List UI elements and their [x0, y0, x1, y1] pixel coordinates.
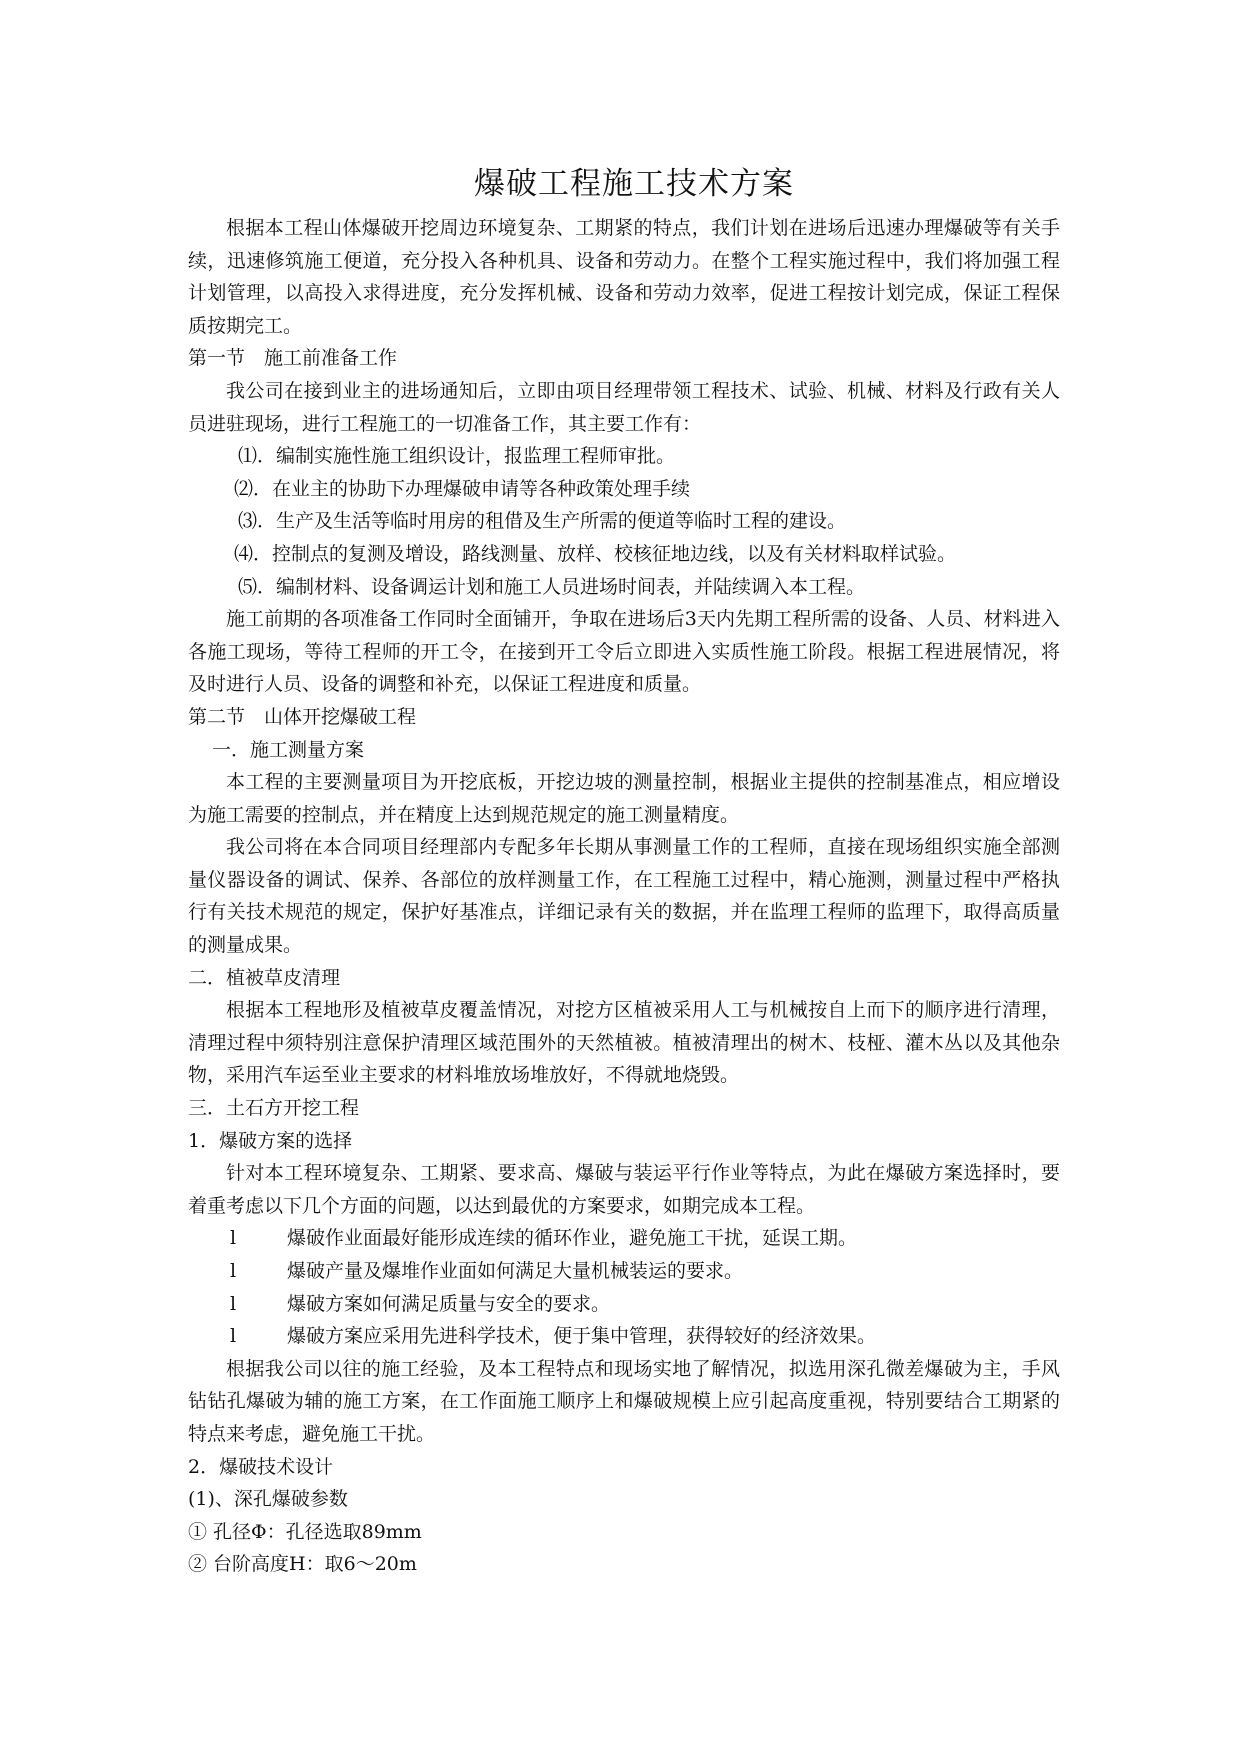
bullet-mark: l	[230, 1325, 237, 1348]
prep-item-4: ⑷．控制点的复测及增设，路线测量、放样、校核征地边线，以及有关材料取样试验。	[234, 542, 957, 565]
section2-heading: 第二节 山体开挖爆破工程	[188, 705, 417, 728]
survey-heading: 一．施工测量方案	[212, 738, 365, 761]
bullet-mark: l	[230, 1292, 237, 1315]
survey-paragraph-2: 我公司将在本合同项目经理部内专配多年长期从事测量工作的工程师，直接在现场组织实施全部测量仪器设备的调试、保养、各部位的放样测量工作，在工程施工过程中，精心施测，测量过程中严格执行有关技术规范的规定，保护好基准点，详细记录有关的数据，并在监理工程师的监理下，取得高质量的测量成果。	[188, 836, 1060, 957]
scheme-selection-paragraph: 根据我公司以往的施工经验，及本工程特点和现场实地了解情况，拟选用深孔微差爆破为主，手风钻钻孔爆破为辅的施工方案，在工作面施工顺序上和爆破规模上应引起高度重视，特别要结合工期紧的特点来考虑，避免施工干扰。	[188, 1357, 1060, 1445]
vegetation-heading: 二．植被草皮清理	[188, 966, 341, 989]
excavation-heading: 三．土石方开挖工程	[188, 1097, 360, 1120]
prep-item-5: ⑸．编制材料、设备调运计划和施工人员进场时间表，并陆续调入本工程。	[238, 575, 866, 598]
bullet-item	[188, 1222, 1060, 1255]
bullet-mark: l	[230, 1260, 237, 1282]
document-title: 爆破工程施工技术方案	[474, 166, 794, 202]
technical-design-heading: 2．爆破技术设计	[188, 1455, 334, 1478]
blasting-scheme-heading: 1．爆破方案的选择	[188, 1129, 353, 1152]
prep-item-2: ⑵．在业主的协助下办理爆破申请等各种政策处理手续	[234, 477, 691, 500]
bullet-text: 爆破方案应采用先进科学技术，便于集中管理，获得较好的经济效果。	[287, 1325, 877, 1348]
bullet-item	[188, 1288, 1060, 1321]
document-page	[188, 160, 1060, 1581]
bullet-text: 爆破作业面最好能形成连续的循环作业，避免施工干扰，延误工期。	[287, 1227, 858, 1250]
blasting-scheme-paragraph: 针对本工程环境复杂、工期紧、要求高、爆破与装运平行作业等特点，为此在爆破方案选择时，要着重考虑以下几个方面的问题，以达到最优的方案要求，如期完成本工程。	[188, 1162, 1060, 1217]
survey-paragraph-1: 本工程的主要测量项目为开挖底板，开挖边坡的测量控制，根据业主提供的控制基准点，相应增设为施工需要的控制点，并在精度上达到规范规定的施工测量精度。	[188, 771, 1060, 826]
prep-item-1: ⑴．编制实施性施工组织设计，报监理工程师审批。	[238, 445, 676, 468]
vegetation-paragraph: 根据本工程地形及植被草皮覆盖情况，对挖方区植被采用人工与机械按自上而下的顺序进行清理，清理过程中须特别注意保护清理区域范围外的天然植被。植被清理出的树木、枝桠、灌木丛以及其他杂物，采用汽车运至业主要求的材料堆放场堆放好，不得就地烧毁。	[188, 999, 1060, 1087]
deep-hole-params-heading: (1)、深孔爆破参数	[188, 1488, 348, 1511]
bullet-item	[188, 1320, 1060, 1353]
section1-heading: 第一节 施工前准备工作	[188, 347, 398, 370]
section1-paragraph-2: 施工前期的各项准备工作同时全面铺开，争取在进场后3天内先期工程所需的设备、人员、材料进入各施工现场，等待工程师的开工令，在接到开工令后立即进入实质性施工阶段。根据工程进展情况，将及时进行人员、设备的调整和补充，以保证工程进度和质量。	[188, 608, 1060, 696]
intro-paragraph: 根据本工程山体爆破开挖周边环境复杂、工期紧的特点，我们计划在进场后迅速办理爆破等有关手续，迅速修筑施工便道，充分投入各种机具、设备和劳动力。在整个工程实施过程中，我们将加强工程计划管理，以高投入求得进度，充分发挥机械、设备和劳动力效率，促进工程按计划完成，保证工程保质按期完工。	[188, 217, 1060, 337]
param-bench-height: ② 台阶高度H：取6～20m	[188, 1553, 417, 1576]
param-hole-diameter: ① 孔径Φ：孔径选取89mm	[188, 1520, 422, 1543]
bullet-text: 爆破产量及爆堆作业面如何满足大量机械装运的要求。	[287, 1260, 744, 1282]
section1-paragraph: 我公司在接到业主的进场通知后，立即由项目经理带领工程技术、试验、机械、材料及行政有关人员进驻现场，进行工程施工的一切准备工作，其主要工作有：	[188, 379, 1060, 435]
prep-item-3: ⑶．生产及生活等临时用房的租借及生产所需的便道等临时工程的建设。	[238, 510, 847, 533]
bullet-text: 爆破方案如何满足质量与安全的要求。	[287, 1292, 611, 1315]
bullet-mark: l	[230, 1227, 237, 1250]
bullet-item	[188, 1255, 1060, 1288]
